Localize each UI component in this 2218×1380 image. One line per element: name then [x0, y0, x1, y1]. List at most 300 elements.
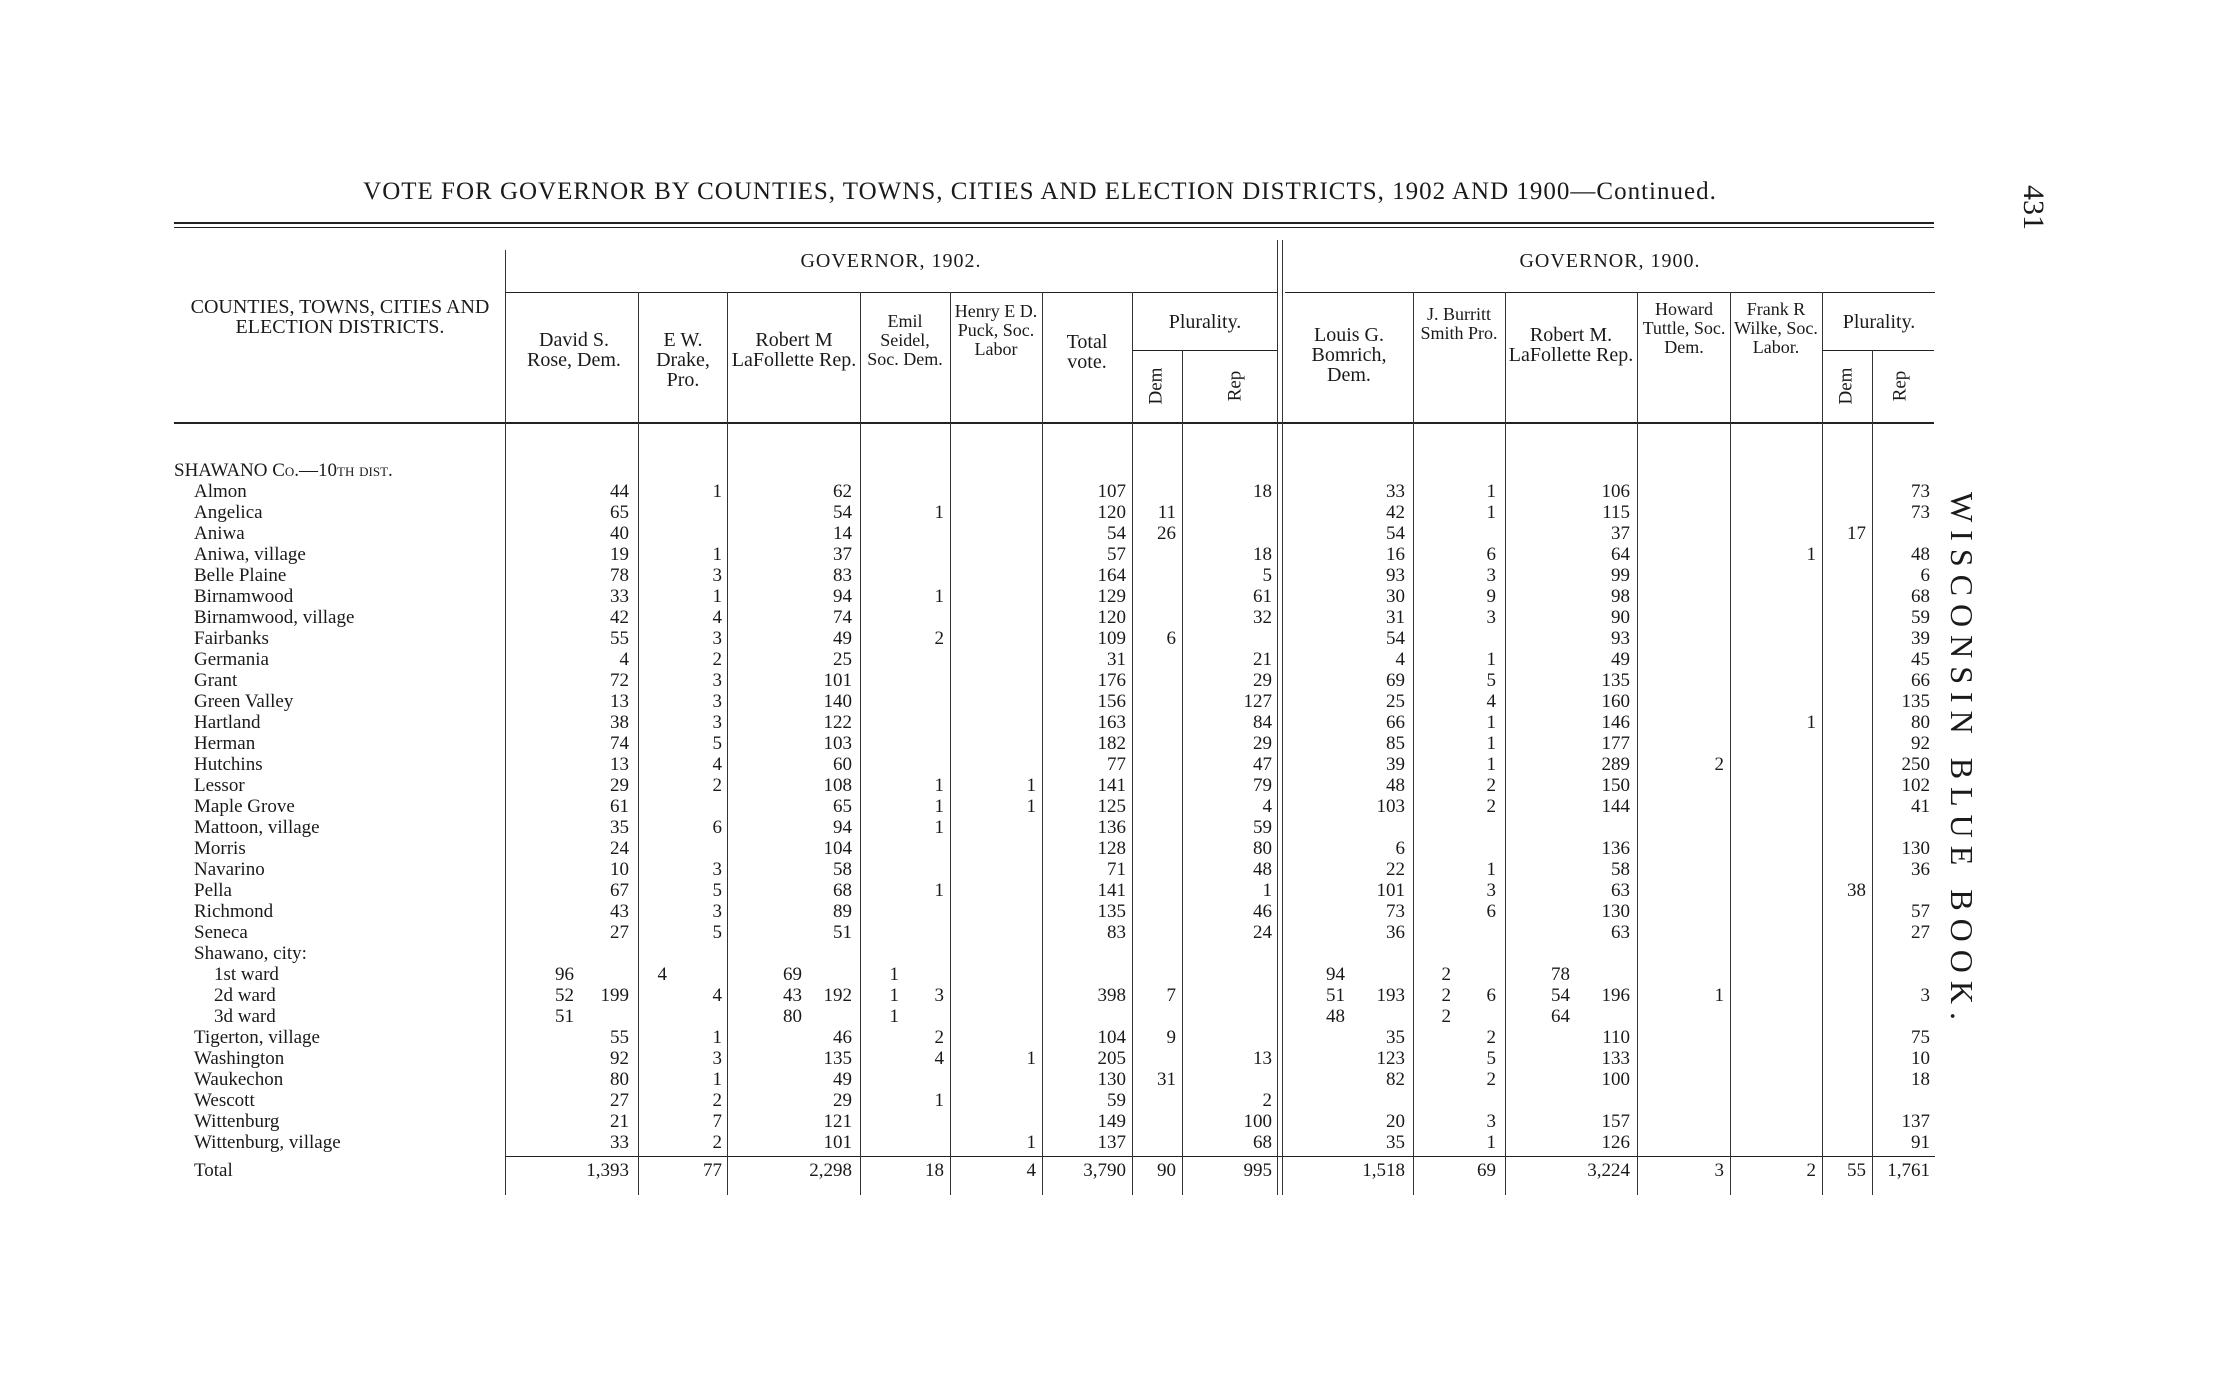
col-header-wilke: Frank R Wilke, Soc. Labor.: [1734, 299, 1818, 357]
col-divider-double: [1277, 240, 1278, 1195]
table-cell: 73: [1386, 901, 1405, 922]
row-label: Birnamwood, village: [194, 607, 355, 628]
ward-cell: 2: [1441, 985, 1451, 1006]
row-label: Richmond: [194, 901, 274, 922]
row-label: 2d ward: [214, 985, 276, 1006]
table-cell: 14: [833, 523, 852, 544]
table-cell: 3: [712, 691, 722, 712]
table-cell: 2: [1486, 1027, 1496, 1048]
table-cell: 135: [823, 1048, 852, 1069]
table-cell: 3: [712, 565, 722, 586]
table-cell: 2: [934, 628, 944, 649]
page-title: VOTE FOR GOVERNOR BY COUNTIES, TOWNS, CITIES AND ELECTION DISTRICTS, 1902 AND 1900—Continued.: [363, 178, 1717, 205]
table-cell: 35: [1386, 1027, 1405, 1048]
ward-cell: 78: [1551, 964, 1570, 985]
total-cell: 18: [925, 1160, 944, 1181]
table-cell: 89: [833, 901, 852, 922]
table-cell: 1: [1486, 481, 1496, 502]
table-cell: 125: [1097, 796, 1126, 817]
table-cell: 21: [610, 1111, 629, 1132]
table-cell: 3: [1486, 880, 1496, 901]
table-cell: 1: [934, 586, 944, 607]
ward-cell: 2: [1441, 1006, 1451, 1027]
table-cell: 93: [1611, 628, 1630, 649]
total-cell: 1,393: [586, 1160, 629, 1181]
table-cell: 1: [934, 1090, 944, 1111]
total-cell: 4: [1026, 1160, 1036, 1181]
total-cell: 2,298: [809, 1160, 852, 1181]
table-cell: 130: [1901, 838, 1930, 859]
table-cell: 67: [610, 880, 629, 901]
table-cell: 78: [610, 565, 629, 586]
table-cell: 32: [1253, 607, 1272, 628]
table-cell: 64: [1611, 544, 1630, 565]
ward-cell: 64: [1551, 1006, 1570, 1027]
table-cell: 49: [1611, 649, 1630, 670]
col-divider: [1505, 292, 1506, 1195]
table-cell: 18: [1911, 1069, 1930, 1090]
table-cell: 55: [610, 1027, 629, 1048]
table-cell: 137: [1901, 1111, 1930, 1132]
table-cell: 3: [712, 901, 722, 922]
table-cell: 98: [1611, 586, 1630, 607]
table-cell: 5: [1262, 565, 1272, 586]
total-rule: [505, 1156, 1935, 1157]
col-divider: [1182, 350, 1183, 1195]
table-cell: 82: [1386, 1069, 1405, 1090]
ward-cell: 2: [1441, 964, 1451, 985]
ward-cell: 1: [889, 964, 899, 985]
table-cell: 4: [712, 607, 722, 628]
ward-cell: 51: [555, 1006, 574, 1027]
table-cell: 65: [610, 502, 629, 523]
table-cell: 29: [833, 1090, 852, 1111]
table-cell: 85: [1386, 733, 1405, 754]
col-divider: [1042, 292, 1043, 1195]
col-header-dem-1902: Dem: [1145, 367, 1167, 405]
table-cell: 93: [1386, 565, 1405, 586]
ward-cell: 4: [657, 964, 667, 985]
table-cell: 2: [712, 1132, 722, 1153]
row-label: Navarino: [194, 859, 265, 880]
table-cell: 4: [1395, 649, 1405, 670]
table-cell: 2: [1486, 775, 1496, 796]
table-cell: 1: [1486, 754, 1496, 775]
table-cell: 46: [1253, 901, 1272, 922]
table-cell: 38: [1847, 880, 1866, 901]
table-cell: 2: [712, 775, 722, 796]
table-cell: 130: [1601, 901, 1630, 922]
table-cell: 13: [610, 691, 629, 712]
table-cell: 205: [1097, 1048, 1126, 1069]
col-divider: [727, 292, 728, 1195]
table-cell: 29: [1253, 670, 1272, 691]
table-cell: 31: [1386, 607, 1405, 628]
ward-cell: 1: [889, 985, 899, 1006]
table-cell: 5: [1486, 1048, 1496, 1069]
top-rule-2: [174, 227, 1934, 228]
table-cell: 49: [833, 1069, 852, 1090]
col-header-lafollette-1900: Robert M. LaFollette Rep.: [1508, 324, 1634, 366]
table-cell: 29: [610, 775, 629, 796]
table-cell: 83: [833, 565, 852, 586]
row-label: Wittenburg, village: [194, 1132, 341, 1153]
table-cell: 59: [1911, 607, 1930, 628]
table-cell: 144: [1601, 796, 1630, 817]
table-cell: 135: [1901, 691, 1930, 712]
table-cell: 156: [1097, 691, 1126, 712]
table-cell: 75: [1911, 1027, 1930, 1048]
ward-cell: 48: [1326, 1006, 1345, 1027]
table-cell: 27: [610, 922, 629, 943]
table-cell: 4: [1262, 796, 1272, 817]
table-cell: 36: [1386, 922, 1405, 943]
table-cell: 68: [833, 880, 852, 901]
table-cell: 39: [1386, 754, 1405, 775]
table-cell: 121: [823, 1111, 852, 1132]
table-cell: 2: [1486, 796, 1496, 817]
table-cell: 35: [610, 817, 629, 838]
table-cell: 102: [1901, 775, 1930, 796]
table-cell: 107: [1097, 481, 1126, 502]
table-cell: 25: [1386, 691, 1405, 712]
table-cell: 2: [712, 1090, 722, 1111]
table-cell: 1: [1486, 859, 1496, 880]
table-cell: 6: [1920, 565, 1930, 586]
table-cell: 1: [712, 1027, 722, 1048]
table-cell: 100: [1243, 1111, 1272, 1132]
table-cell: 38: [610, 712, 629, 733]
table-cell: 3: [712, 859, 722, 880]
col-divider: [860, 292, 861, 1195]
ward-cell: 1: [889, 1006, 899, 1027]
table-cell: 1: [1486, 649, 1496, 670]
table-cell: 25: [833, 649, 852, 670]
ward-total-cell: 6: [1486, 985, 1496, 1006]
table-cell: 54: [833, 502, 852, 523]
table-cell: 126: [1601, 1132, 1630, 1153]
table-cell: 66: [1386, 712, 1405, 733]
table-cell: 133: [1601, 1048, 1630, 1069]
table-cell: 1: [934, 796, 944, 817]
total-cell: 3,224: [1587, 1160, 1630, 1181]
ward-cell: 54: [1551, 985, 1570, 1006]
ward-total-cell: 199: [600, 985, 629, 1006]
table-cell: 1: [712, 544, 722, 565]
table-cell: 10: [1911, 1048, 1930, 1069]
table-cell: 13: [1253, 1048, 1272, 1069]
table-cell: 1: [1026, 1048, 1036, 1069]
row-label: Herman: [194, 733, 256, 754]
table-cell: 20: [1386, 1111, 1405, 1132]
col-divider: [505, 250, 506, 1195]
table-cell: 58: [1611, 859, 1630, 880]
ward-cell: 43: [783, 985, 802, 1006]
running-head: WISCONSIN BLUE BOOK.: [1944, 492, 1980, 1028]
total-label: Total: [194, 1160, 233, 1181]
col-header-smith: J. Burritt Smith Pro.: [1420, 304, 1498, 343]
table-cell: 80: [1253, 838, 1272, 859]
row-label: Birnamwood: [194, 586, 294, 607]
table-cell: 58: [833, 859, 852, 880]
table-cell: 103: [823, 733, 852, 754]
col-header-tuttle: Howard Tuttle, Soc. Dem.: [1642, 299, 1726, 357]
table-cell: 6: [1395, 838, 1405, 859]
table-cell: 45: [1911, 649, 1930, 670]
table-cell: 120: [1097, 502, 1126, 523]
col-header-seidel: Emil Seidel, Soc. Dem.: [867, 311, 943, 369]
table-cell: 123: [1376, 1048, 1405, 1069]
table-cell: 27: [610, 1090, 629, 1111]
total-cell: 1,518: [1362, 1160, 1405, 1181]
table-cell: 182: [1097, 733, 1126, 754]
table-cell: 103: [1376, 796, 1405, 817]
table-cell: 101: [823, 670, 852, 691]
ward-cell: 51: [1326, 985, 1345, 1006]
table-cell: 54: [1386, 628, 1405, 649]
table-cell: 9: [1166, 1027, 1176, 1048]
table-cell: 83: [1107, 922, 1126, 943]
table-cell: 94: [833, 817, 852, 838]
ward-total-cell: 192: [823, 985, 852, 1006]
row-label: Wittenburg: [194, 1111, 280, 1132]
table-cell: 1: [712, 586, 722, 607]
row-label: Green Valley: [194, 691, 294, 712]
table-cell: 18: [1253, 544, 1272, 565]
table-cell: 33: [610, 1132, 629, 1153]
table-cell: 122: [823, 712, 852, 733]
total-cell: 69: [1477, 1160, 1496, 1181]
table-cell: 3: [1486, 1111, 1496, 1132]
table-cell: 37: [833, 544, 852, 565]
col-header-puck: Henry E D. Puck, Soc. Labor: [954, 301, 1038, 359]
table-cell: 136: [1601, 838, 1630, 859]
col-divider: [1413, 292, 1414, 1195]
table-cell: 1: [1486, 712, 1496, 733]
row-label: 3d ward: [214, 1006, 276, 1027]
table-cell: 46: [833, 1027, 852, 1048]
table-cell: 17: [1847, 523, 1866, 544]
group-header-1902: GOVERNOR, 1902.: [800, 250, 982, 272]
table-cell: 137: [1097, 1132, 1126, 1153]
table-cell: 30: [1386, 586, 1405, 607]
table-cell: 157: [1601, 1111, 1630, 1132]
table-cell: 176: [1097, 670, 1126, 691]
table-cell: 250: [1901, 754, 1930, 775]
row-label: Hutchins: [194, 754, 263, 775]
table-cell: 3: [1486, 565, 1496, 586]
table-cell: 1: [712, 481, 722, 502]
table-cell: 1: [1486, 733, 1496, 754]
table-cell: 27: [1911, 922, 1930, 943]
table-cell: 1: [1262, 880, 1272, 901]
col-header-plurality-1902: Plurality.: [1168, 311, 1242, 333]
table-cell: 43: [610, 901, 629, 922]
table-cell: 72: [610, 670, 629, 691]
col-divider-double: [1282, 240, 1283, 1195]
total-cell: 2: [1806, 1160, 1816, 1181]
ward-cell: 96: [555, 964, 574, 985]
ward-cell: 52: [555, 985, 574, 1006]
row-label: Hartland: [194, 712, 261, 733]
table-cell: 1: [934, 817, 944, 838]
table-cell: 115: [1602, 502, 1630, 523]
table-cell: 1: [934, 775, 944, 796]
table-cell: 164: [1097, 565, 1126, 586]
table-cell: 135: [1601, 670, 1630, 691]
col-header-drake: E W. Drake, Pro.: [656, 329, 710, 391]
table-cell: 150: [1601, 775, 1630, 796]
table-cell: 2: [1714, 754, 1724, 775]
col-divider: [1637, 292, 1638, 1195]
ward-total-cell: 196: [1601, 985, 1630, 1006]
subheader-rule-1900: [1285, 292, 1935, 293]
table-cell: 84: [1253, 712, 1272, 733]
table-cell: 1: [934, 502, 944, 523]
table-cell: 44: [610, 481, 629, 502]
table-cell: 109: [1097, 628, 1126, 649]
table-cell: 1: [1486, 502, 1496, 523]
total-cell: 90: [1157, 1160, 1176, 1181]
table-cell: 16: [1386, 544, 1405, 565]
table-cell: 80: [1911, 712, 1930, 733]
table-cell: 146: [1601, 712, 1630, 733]
row-label: Morris: [194, 838, 246, 859]
table-cell: 3: [712, 628, 722, 649]
table-cell: 73: [1911, 481, 1930, 502]
table-cell: 106: [1601, 481, 1630, 502]
col-header-rep-1900: Rep: [1889, 370, 1911, 402]
table-cell: 141: [1097, 880, 1126, 901]
table-cell: 4: [712, 754, 722, 775]
table-cell: 163: [1097, 712, 1126, 733]
table-cell: 2: [1486, 1069, 1496, 1090]
subheader-rule-1902: [505, 292, 1277, 293]
row-label: Washington: [194, 1048, 285, 1069]
table-cell: 65: [833, 796, 852, 817]
table-cell: 71: [1107, 859, 1126, 880]
stub-header: COUNTIES, TOWNS, CITIES AND ELECTION DISTRICTS.: [190, 296, 490, 338]
table-cell: 100: [1601, 1069, 1630, 1090]
table-cell: 130: [1097, 1069, 1126, 1090]
table-cell: 63: [1611, 880, 1630, 901]
col-divider: [1822, 292, 1823, 1195]
table-cell: 55: [610, 628, 629, 649]
table-cell: 1: [712, 1069, 722, 1090]
table-cell: 33: [1386, 481, 1405, 502]
table-cell: 7: [712, 1111, 722, 1132]
table-cell: 101: [1376, 880, 1405, 901]
table-cell: 54: [1386, 523, 1405, 544]
table-cell: 42: [1386, 502, 1405, 523]
total-cell: 3,790: [1083, 1160, 1126, 1181]
ward-total-cell: 4: [712, 985, 722, 1006]
table-cell: 1: [1486, 1132, 1496, 1153]
col-header-dem-1900: Dem: [1835, 367, 1857, 405]
table-cell: 31: [1107, 649, 1126, 670]
table-cell: 6: [712, 817, 722, 838]
col-divider: [1132, 292, 1133, 1195]
table-cell: 99: [1611, 565, 1630, 586]
row-label: 1st ward: [214, 964, 279, 985]
table-cell: 48: [1253, 859, 1272, 880]
col-header-rep-1902: Rep: [1224, 370, 1246, 402]
table-cell: 2: [712, 649, 722, 670]
table-cell: 74: [610, 733, 629, 754]
table-cell: 57: [1911, 901, 1930, 922]
table-cell: 31: [1157, 1069, 1176, 1090]
total-cell: 77: [703, 1160, 722, 1181]
table-cell: 136: [1097, 817, 1126, 838]
table-cell: 24: [1253, 922, 1272, 943]
table-cell: 104: [823, 838, 852, 859]
group-header-1900: GOVERNOR, 1900.: [1519, 250, 1701, 272]
table-cell: 110: [1602, 1027, 1630, 1048]
table-cell: 108: [823, 775, 852, 796]
table-cell: 9: [1486, 586, 1496, 607]
table-cell: 128: [1097, 838, 1126, 859]
col-divider: [1730, 292, 1731, 1195]
table-cell: 69: [1386, 670, 1405, 691]
table-cell: 289: [1601, 754, 1630, 775]
table-cell: 127: [1243, 691, 1272, 712]
table-cell: 5: [1486, 670, 1496, 691]
table-cell: 36: [1911, 859, 1930, 880]
table-cell: 1: [1026, 796, 1036, 817]
table-cell: 29: [1253, 733, 1272, 754]
table-cell: 2: [934, 1027, 944, 1048]
ward-cell: 80: [783, 1006, 802, 1027]
ward-cell: 69: [783, 964, 802, 985]
table-cell: 68: [1911, 586, 1930, 607]
table-cell: 47: [1253, 754, 1272, 775]
table-cell: 4: [934, 1048, 944, 1069]
table-cell: 1: [1806, 712, 1816, 733]
row-label: Tigerton, village: [194, 1027, 320, 1048]
ward-cell: 94: [1326, 964, 1345, 985]
row-label: Mattoon, village: [194, 817, 320, 838]
table-cell: 41: [1911, 796, 1930, 817]
table-cell: 57: [1107, 544, 1126, 565]
table-cell: 13: [610, 754, 629, 775]
table-cell: 18: [1253, 481, 1272, 502]
table-cell: 59: [1253, 817, 1272, 838]
table-cell: 2: [1262, 1090, 1272, 1111]
table-cell: 37: [1611, 523, 1630, 544]
col-divider: [950, 292, 951, 1195]
table-cell: 92: [1911, 733, 1930, 754]
table-cell: 91: [1911, 1132, 1930, 1153]
row-label: Maple Grove: [194, 796, 295, 817]
top-rule: [174, 222, 1934, 224]
row-label: Pella: [194, 880, 232, 901]
table-cell: 19: [610, 544, 629, 565]
table-cell: 4: [619, 649, 629, 670]
row-label: Wescott: [194, 1090, 255, 1111]
table-cell: 35: [1386, 1132, 1405, 1153]
row-label: Seneca: [194, 922, 248, 943]
table-cell: 80: [610, 1069, 629, 1090]
table-cell: 22: [1386, 859, 1405, 880]
row-label: Almon: [194, 481, 247, 502]
table-cell: 74: [833, 607, 852, 628]
table-cell: 129: [1097, 586, 1126, 607]
table-cell: 3: [1486, 607, 1496, 628]
table-cell: 60: [833, 754, 852, 775]
ward-total-cell: 3: [1920, 985, 1930, 1006]
ward-total-cell: 7: [1166, 985, 1176, 1006]
row-label: Shawano, city:: [194, 943, 307, 964]
